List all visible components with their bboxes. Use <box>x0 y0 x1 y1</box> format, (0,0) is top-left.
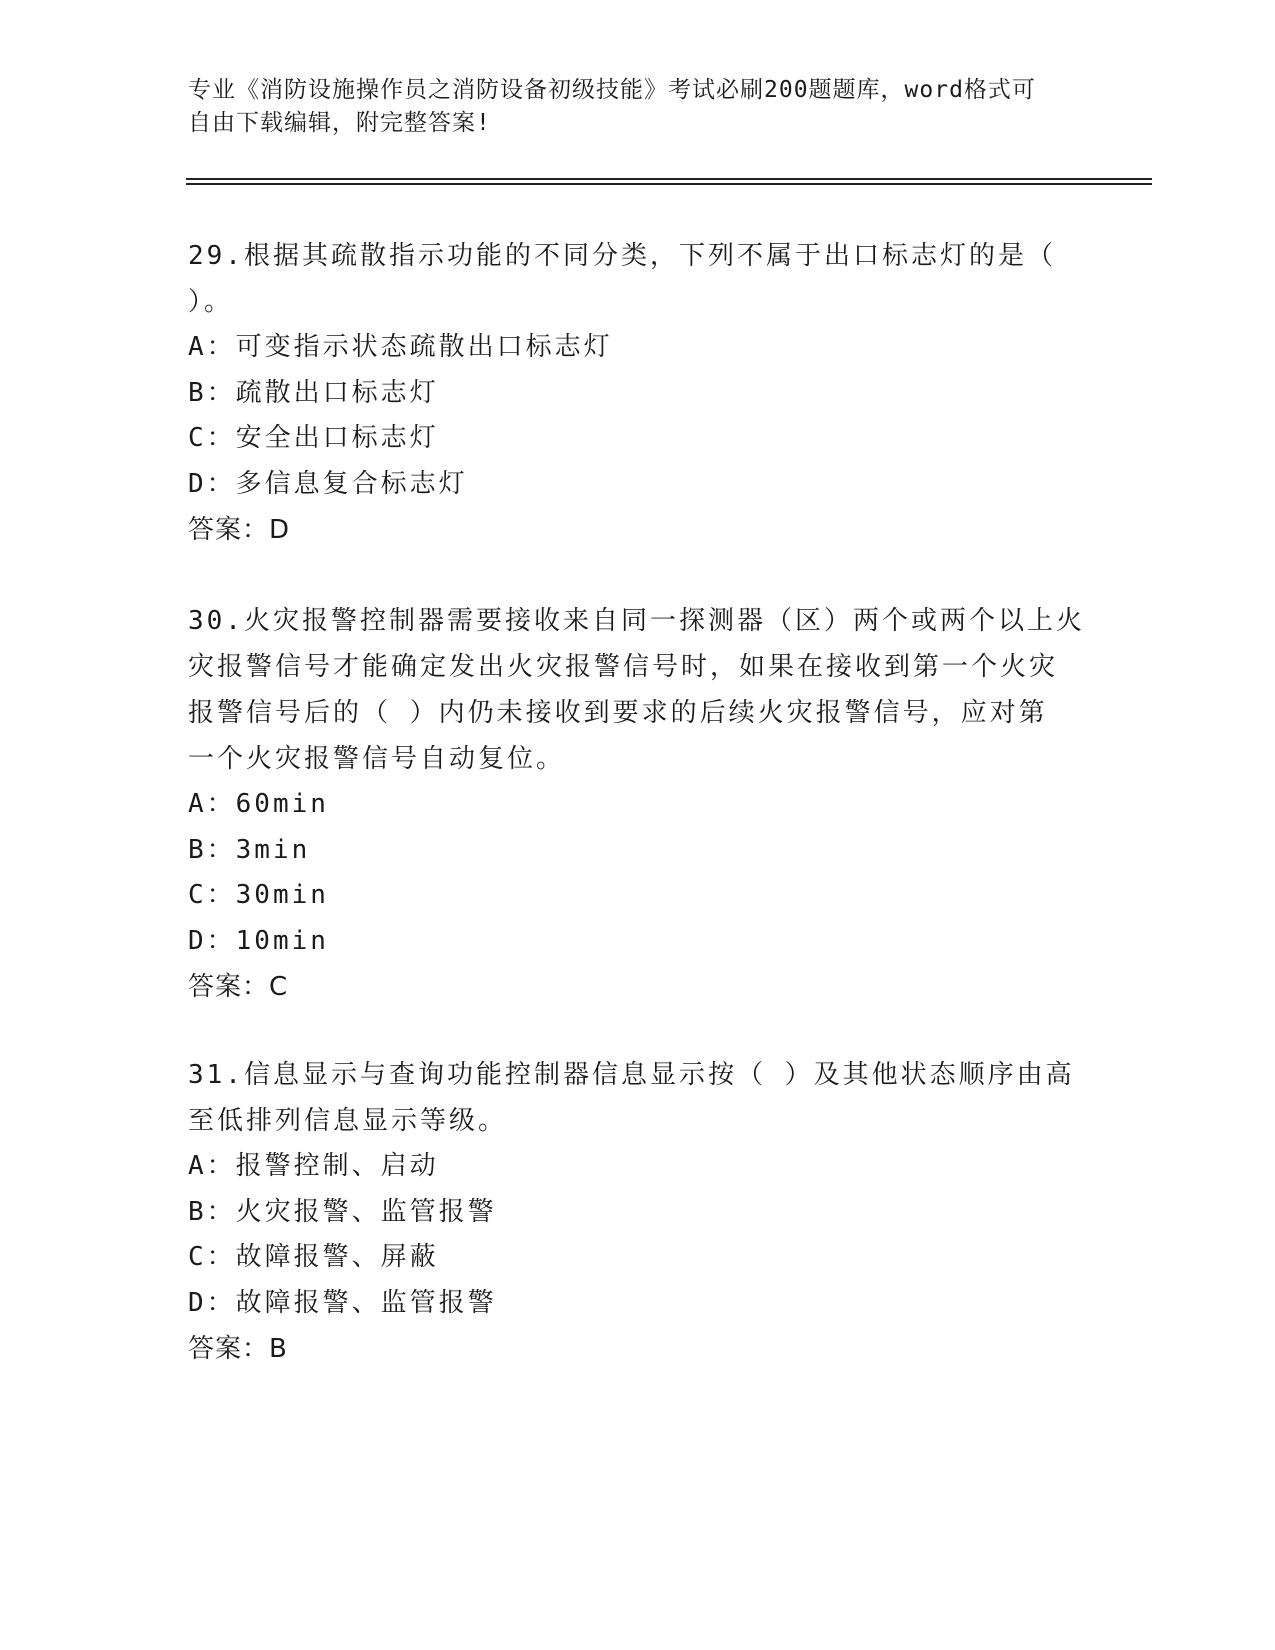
option-c: C：30min <box>188 880 329 910</box>
question-stem-line: 灾报警信号才能确定发出火灾报警信号时，如果在接收到第一个火灾 <box>188 652 1059 682</box>
header-line-1: 专业《消防设施操作员之消防设备初级技能》考试必刷200题题库，word格式可 <box>188 77 1036 103</box>
option-c: C：安全出口标志灯 <box>188 423 439 453</box>
question-29 <box>188 233 1088 553</box>
header-divider-top <box>186 178 1152 180</box>
document-header <box>188 74 1068 140</box>
option-a: A：报警控制、启动 <box>188 1151 439 1181</box>
option-b: B：3min <box>188 834 311 865</box>
option-d: D：10min <box>188 925 329 956</box>
question-stem-line: 至低排列信息显示等级。 <box>188 1106 508 1136</box>
question-stem-line: 一个火灾报警信号自动复位。 <box>188 744 566 774</box>
answer: 答案：C <box>188 972 289 1002</box>
question-stem-line: ）。 <box>188 287 234 317</box>
header-line-2: 自由下载编辑，附完整答案! <box>188 110 491 136</box>
question-stem-line: 30.火灾报警控制器需要接收来自同一探测器（区）两个或两个以上火 <box>188 606 1085 636</box>
question-31 <box>188 1052 1088 1372</box>
option-a: A：60min <box>188 789 329 819</box>
question-stem-line: 29.根据其疏散指示功能的不同分类，下列不属于出口标志灯的是（ <box>188 241 1056 271</box>
question-stem-line: 31.信息显示与查询功能控制器信息显示按（ ）及其他状态顺序由高 <box>188 1060 1075 1090</box>
option-c: C：故障报警、屏蔽 <box>188 1242 439 1272</box>
option-a: A：可变指示状态疏散出口标志灯 <box>188 332 613 362</box>
answer: 答案：D <box>188 515 291 545</box>
option-d: D：多信息复合标志灯 <box>188 468 468 499</box>
answer: 答案：B <box>188 1334 288 1364</box>
option-d: D：故障报警、监管报警 <box>188 1287 497 1318</box>
header-divider-bottom <box>186 183 1152 185</box>
option-b: B：火灾报警、监管报警 <box>188 1196 497 1227</box>
option-b: B：疏散出口标志灯 <box>188 377 439 408</box>
question-30 <box>188 598 1088 1010</box>
question-stem-line: 报警信号后的（ ）内仍未接收到要求的后续火灾报警信号，应对第 <box>188 698 1048 728</box>
